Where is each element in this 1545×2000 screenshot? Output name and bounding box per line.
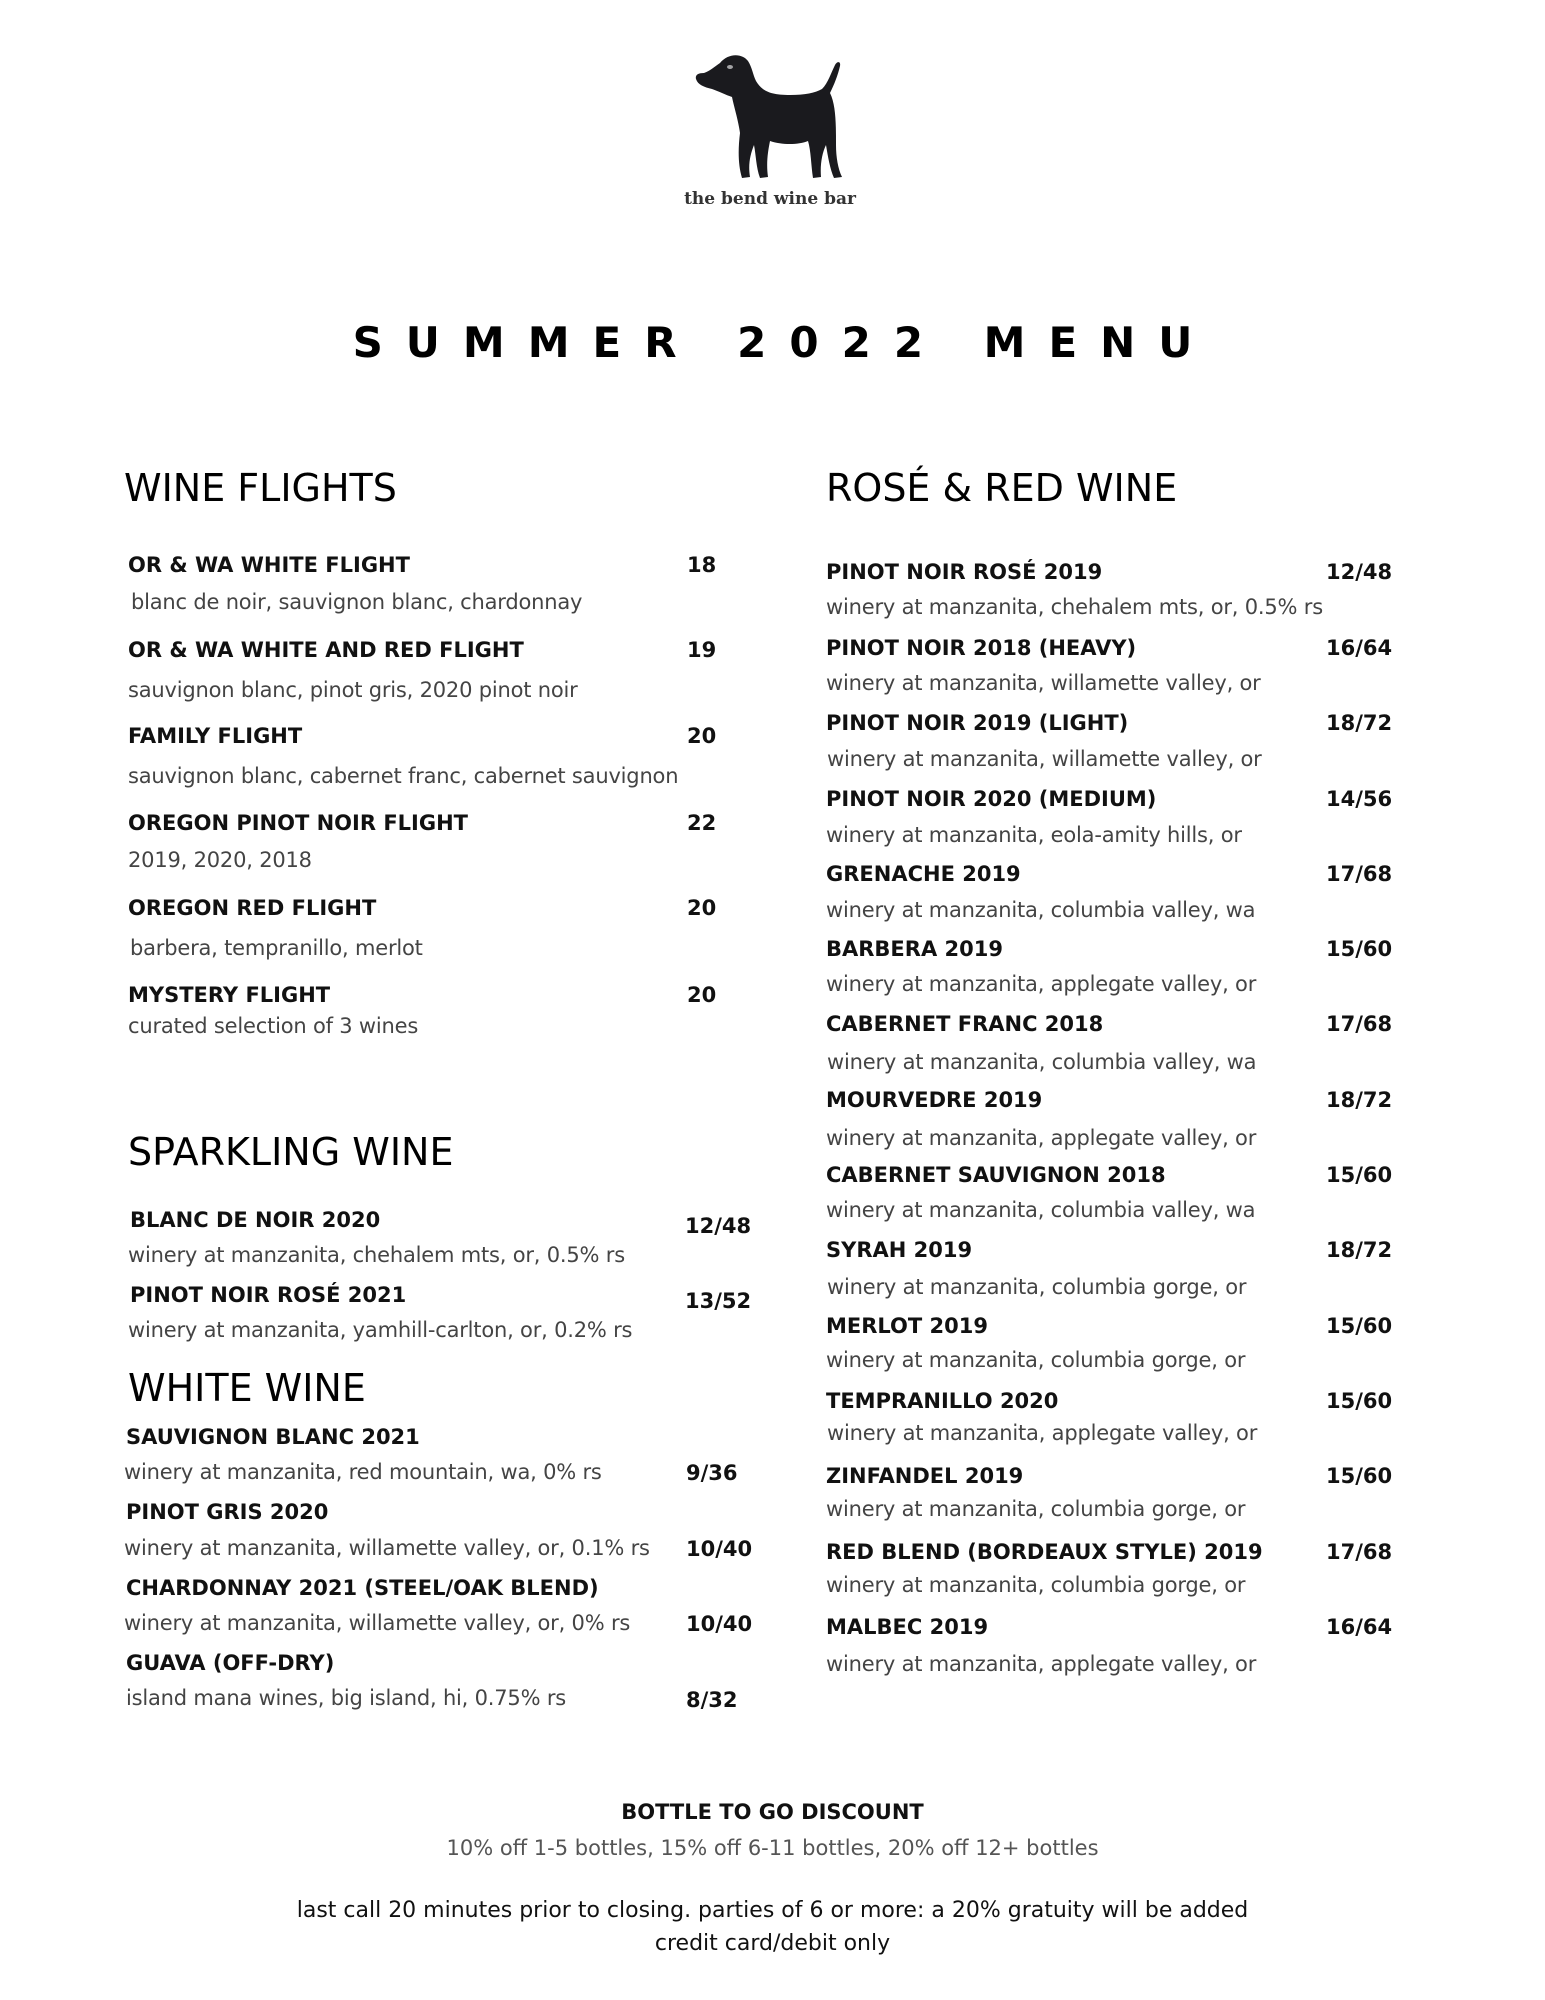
item-desc: winery at manzanita, columbia valley, wa (826, 898, 1256, 922)
item-desc: blanc de noir, sauvignon blanc, chardonnay (131, 590, 583, 614)
dog-icon (690, 45, 850, 185)
item-desc: winery at manzanita, chehalem mts, or, 0.5% rs (826, 595, 1323, 619)
menu-item (826, 1389, 1406, 1461)
item-price: 15/60 (1326, 1163, 1393, 1187)
item-name: BLANC DE NOIR 2020 (130, 1208, 381, 1232)
section-title-sparkling-wine: SPARKLING WINE (128, 1130, 454, 1174)
item-price: 9/36 (686, 1461, 738, 1485)
item-desc: curated selection of 3 wines (128, 1014, 419, 1038)
page-title: SUMMER 2022 MENU (352, 318, 1216, 367)
item-price: 17/68 (1326, 862, 1393, 886)
item-price: 16/64 (1326, 636, 1393, 660)
menu-item (826, 1464, 1406, 1536)
item-name: ZINFANDEL 2019 (826, 1464, 1024, 1488)
item-desc: winery at manzanita, applegate valley, or (827, 1421, 1258, 1445)
item-desc: island mana wines, big island, hi, 0.75% rs (126, 1686, 566, 1710)
menu-item (128, 811, 758, 883)
menu-item (124, 1500, 754, 1572)
menu-item (128, 1283, 758, 1355)
section-title-wine-flights: WINE FLIGHTS (124, 466, 397, 510)
item-name: OR & WA WHITE AND RED FLIGHT (128, 638, 524, 662)
item-name: PINOT GRIS 2020 (126, 1500, 329, 1524)
item-name: SAUVIGNON BLANC 2021 (126, 1425, 420, 1449)
item-desc: winery at manzanita, applegate valley, or (826, 972, 1257, 996)
menu-item (124, 1425, 754, 1497)
item-desc: winery at manzanita, columbia valley, wa (826, 1198, 1256, 1222)
item-price: 15/60 (1326, 1464, 1393, 1488)
menu-item (826, 560, 1406, 632)
item-price: 18/72 (1326, 1088, 1393, 1112)
item-price: 20 (687, 724, 717, 748)
menu-item (826, 1163, 1406, 1235)
item-price: 22 (687, 811, 717, 835)
item-price: 20 (687, 896, 717, 920)
item-price: 18/72 (1326, 711, 1393, 735)
menu-item (124, 1576, 754, 1648)
item-desc: winery at manzanita, columbia gorge, or (827, 1275, 1247, 1299)
item-price: 12/48 (1326, 560, 1393, 584)
menu-item (128, 553, 758, 625)
menu-item (826, 787, 1406, 859)
policy-note: last call 20 minutes prior to closing. parties of 6 or more: a 20% gratuity will be added (296, 1898, 1249, 1923)
item-price: 19 (687, 638, 717, 662)
item-price: 12/48 (685, 1214, 752, 1238)
item-desc: winery at manzanita, willamette valley, or (827, 747, 1262, 771)
item-price: 17/68 (1326, 1012, 1393, 1036)
item-desc: winery at manzanita, eola-amity hills, or (826, 823, 1242, 847)
menu-item (826, 1540, 1406, 1612)
item-name: GRENACHE 2019 (826, 862, 1021, 886)
menu-item (128, 638, 758, 710)
section-title-rose-red-wine: ROSÉ & RED WINE (826, 466, 1178, 510)
item-name: TEMPRANILLO 2020 (826, 1389, 1059, 1413)
menu-item (826, 1615, 1406, 1687)
item-name: OR & WA WHITE FLIGHT (128, 553, 410, 577)
item-name: MALBEC 2019 (826, 1615, 989, 1639)
item-desc: winery at manzanita, chehalem mts, or, 0.5% rs (128, 1243, 625, 1267)
item-price: 17/68 (1326, 1540, 1393, 1564)
item-name: CABERNET FRANC 2018 (826, 1012, 1104, 1036)
item-desc: winery at manzanita, applegate valley, or (826, 1126, 1257, 1150)
item-desc: winery at manzanita, red mountain, wa, 0% rs (124, 1460, 602, 1484)
item-price: 15/60 (1326, 937, 1393, 961)
item-name: OREGON RED FLIGHT (128, 896, 377, 920)
menu-item (826, 636, 1406, 708)
menu-item (124, 1651, 754, 1723)
menu-item (826, 1088, 1406, 1160)
menu-item (128, 896, 758, 968)
item-name: PINOT NOIR 2020 (MEDIUM) (826, 787, 1157, 811)
menu-item (826, 1012, 1406, 1084)
item-desc: winery at manzanita, columbia gorge, or (826, 1573, 1246, 1597)
item-name: PINOT NOIR ROSÉ 2021 (130, 1283, 407, 1307)
item-price: 14/56 (1326, 787, 1393, 811)
item-desc: 2019, 2020, 2018 (128, 848, 312, 872)
item-price: 20 (687, 983, 717, 1007)
item-name: RED BLEND (BORDEAUX STYLE) 2019 (826, 1540, 1263, 1564)
menu-item (826, 1238, 1406, 1310)
item-name: PINOT NOIR ROSÉ 2019 (826, 560, 1103, 584)
logo (680, 45, 860, 220)
item-desc: sauvignon blanc, cabernet franc, cabernet sauvignon (128, 764, 679, 788)
item-desc: winery at manzanita, yamhill-carlton, or, 0.2% rs (128, 1318, 633, 1342)
discount-title: BOTTLE TO GO DISCOUNT (621, 1800, 924, 1824)
item-desc: winery at manzanita, willamette valley, or, 0.1% rs (124, 1536, 650, 1560)
item-name: CHARDONNAY 2021 (STEEL/OAK BLEND) (126, 1576, 599, 1600)
item-price: 15/60 (1326, 1314, 1393, 1338)
discount-text: 10% off 1-5 bottles, 15% off 6-11 bottles, 20% off 12+ bottles (446, 1836, 1099, 1860)
item-name: PINOT NOIR 2019 (LIGHT) (826, 711, 1129, 735)
item-name: CABERNET SAUVIGNON 2018 (826, 1163, 1166, 1187)
item-name: MYSTERY FLIGHT (128, 983, 331, 1007)
item-name: PINOT NOIR 2018 (HEAVY) (826, 636, 1137, 660)
item-price: 13/52 (685, 1289, 752, 1313)
menu-item (826, 937, 1406, 1009)
item-price: 18/72 (1326, 1238, 1393, 1262)
menu-item (128, 983, 758, 1055)
item-price: 10/40 (686, 1612, 753, 1636)
item-name: GUAVA (OFF-DRY) (126, 1651, 335, 1675)
item-name: BARBERA 2019 (826, 937, 1003, 961)
logo-text: the bend wine bar (684, 189, 856, 209)
item-name: MERLOT 2019 (826, 1314, 988, 1338)
item-desc: barbera, tempranillo, merlot (130, 936, 423, 960)
menu-item (826, 1314, 1406, 1386)
item-desc: winery at manzanita, willamette valley, or (826, 671, 1261, 695)
item-desc: sauvignon blanc, pinot gris, 2020 pinot noir (128, 678, 578, 702)
item-name: SYRAH 2019 (826, 1238, 973, 1262)
menu-item (826, 711, 1406, 783)
menu-item (128, 1208, 758, 1280)
item-price: 18 (687, 553, 717, 577)
item-desc: winery at manzanita, columbia valley, wa (827, 1050, 1257, 1074)
item-desc: winery at manzanita, columbia gorge, or (826, 1348, 1246, 1372)
item-desc: winery at manzanita, columbia gorge, or (826, 1497, 1246, 1521)
item-name: OREGON PINOT NOIR FLIGHT (128, 811, 469, 835)
item-price: 16/64 (1326, 1615, 1393, 1639)
item-name: MOURVEDRE 2019 (826, 1088, 1043, 1112)
item-price: 10/40 (686, 1537, 753, 1561)
menu-item (128, 724, 758, 796)
payment-note: credit card/debit only (654, 1931, 891, 1956)
item-desc: winery at manzanita, willamette valley, or, 0% rs (124, 1611, 631, 1635)
item-desc: winery at manzanita, applegate valley, or (826, 1652, 1257, 1676)
item-name: FAMILY FLIGHT (128, 724, 303, 748)
item-price: 8/32 (686, 1688, 738, 1712)
item-price: 15/60 (1326, 1389, 1393, 1413)
menu-item (826, 862, 1406, 934)
section-title-white-wine: WHITE WINE (128, 1366, 366, 1410)
